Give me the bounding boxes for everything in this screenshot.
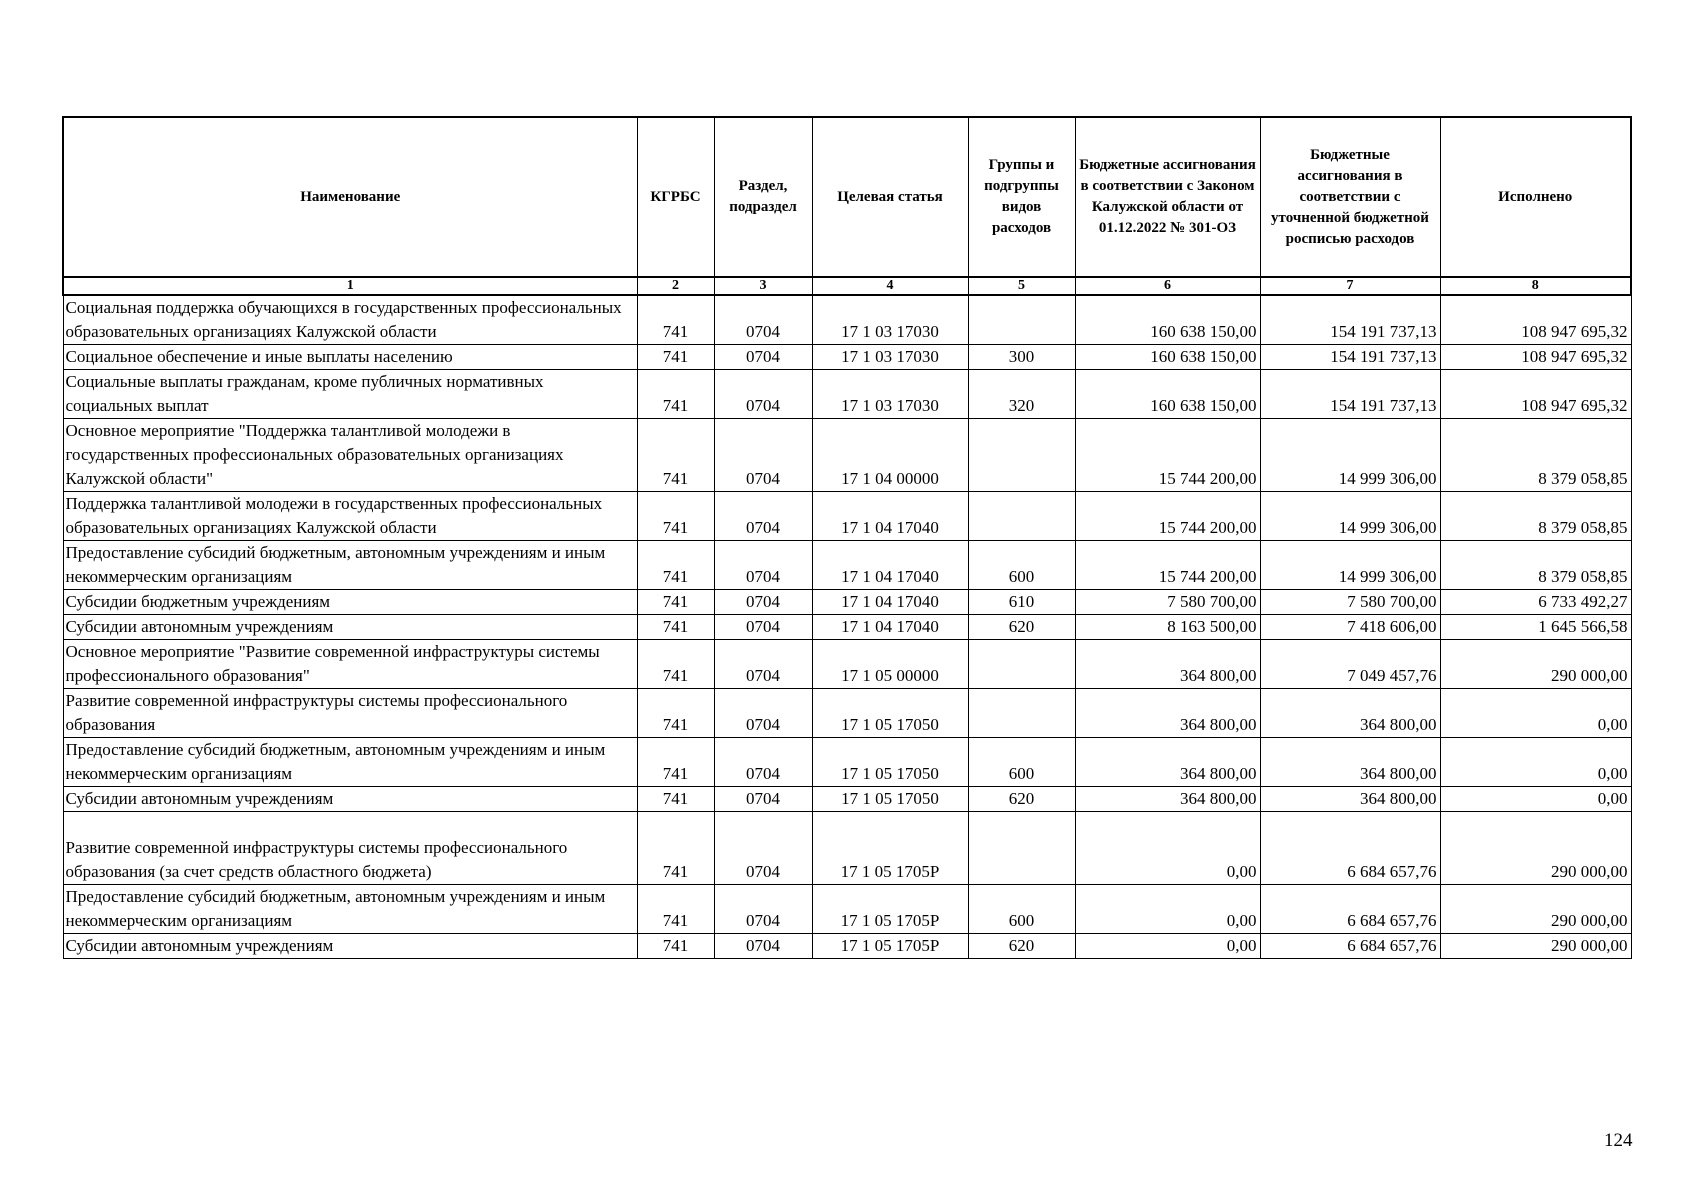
row-target: 17 1 04 17040 xyxy=(812,615,968,640)
row-law-amount: 8 163 500,00 xyxy=(1075,615,1260,640)
row-executed-amount: 6 733 492,27 xyxy=(1440,590,1631,615)
row-target: 17 1 04 17040 xyxy=(812,590,968,615)
row-group: 600 xyxy=(968,541,1075,590)
row-law-amount: 15 744 200,00 xyxy=(1075,419,1260,492)
column-number: 5 xyxy=(968,277,1075,295)
page-number: 124 xyxy=(1604,1130,1633,1151)
row-refined-amount: 154 191 737,13 xyxy=(1260,370,1440,419)
row-kgrbs: 741 xyxy=(637,885,714,934)
row-name: Поддержка талантливой молодежи в государственных профессиональных образовательных организациях Калужской области xyxy=(63,492,637,541)
row-refined-amount: 7 049 457,76 xyxy=(1260,640,1440,689)
row-law-amount: 0,00 xyxy=(1075,885,1260,934)
table-row xyxy=(63,738,1631,787)
table-row xyxy=(63,370,1631,419)
row-law-amount: 160 638 150,00 xyxy=(1075,370,1260,419)
row-section: 0704 xyxy=(714,419,812,492)
row-law-amount: 364 800,00 xyxy=(1075,738,1260,787)
column-number: 3 xyxy=(714,277,812,295)
row-refined-amount: 7 580 700,00 xyxy=(1260,590,1440,615)
row-target: 17 1 05 1705Р xyxy=(812,885,968,934)
row-name: Субсидии автономным учреждениям xyxy=(63,934,637,959)
row-kgrbs: 741 xyxy=(637,738,714,787)
row-kgrbs: 741 xyxy=(637,934,714,959)
header-row xyxy=(63,117,1631,277)
row-group xyxy=(968,812,1075,885)
row-group xyxy=(968,492,1075,541)
row-section: 0704 xyxy=(714,689,812,738)
header-groups: Группы и подгруппы видов расходов xyxy=(968,117,1075,277)
column-number: 1 xyxy=(63,277,637,295)
row-target: 17 1 03 17030 xyxy=(812,370,968,419)
row-refined-amount: 154 191 737,13 xyxy=(1260,345,1440,370)
row-kgrbs: 741 xyxy=(637,615,714,640)
table-body xyxy=(63,295,1631,959)
row-group xyxy=(968,689,1075,738)
row-kgrbs: 741 xyxy=(637,345,714,370)
column-number: 7 xyxy=(1260,277,1440,295)
row-law-amount: 7 580 700,00 xyxy=(1075,590,1260,615)
row-group xyxy=(968,640,1075,689)
row-target: 17 1 05 17050 xyxy=(812,689,968,738)
row-section: 0704 xyxy=(714,541,812,590)
row-executed-amount: 0,00 xyxy=(1440,689,1631,738)
row-name: Развитие современной инфраструктуры системы профессионального образования xyxy=(63,689,637,738)
row-law-amount: 0,00 xyxy=(1075,934,1260,959)
row-executed-amount: 1 645 566,58 xyxy=(1440,615,1631,640)
row-executed-amount: 290 000,00 xyxy=(1440,885,1631,934)
row-kgrbs: 741 xyxy=(637,419,714,492)
row-group xyxy=(968,295,1075,345)
row-refined-amount: 6 684 657,76 xyxy=(1260,812,1440,885)
row-kgrbs: 741 xyxy=(637,689,714,738)
header-executed: Исполнено xyxy=(1440,117,1631,277)
row-refined-amount: 154 191 737,13 xyxy=(1260,295,1440,345)
row-executed-amount: 8 379 058,85 xyxy=(1440,492,1631,541)
row-law-amount: 0,00 xyxy=(1075,812,1260,885)
row-refined-amount: 14 999 306,00 xyxy=(1260,541,1440,590)
row-section: 0704 xyxy=(714,934,812,959)
row-kgrbs: 741 xyxy=(637,640,714,689)
table-row xyxy=(63,590,1631,615)
row-executed-amount: 108 947 695,32 xyxy=(1440,295,1631,345)
row-target: 17 1 05 17050 xyxy=(812,738,968,787)
row-target: 17 1 03 17030 xyxy=(812,295,968,345)
row-name: Субсидии бюджетным учреждениям xyxy=(63,590,637,615)
row-name: Основное мероприятие "Развитие современной инфраструктуры системы профессионального образования" xyxy=(63,640,637,689)
row-name: Социальное обеспечение и иные выплаты населению xyxy=(63,345,637,370)
row-name: Социальная поддержка обучающихся в государственных профессиональных образовательных организациях Калужской области xyxy=(63,295,637,345)
table-row xyxy=(63,419,1631,492)
budget-table xyxy=(62,116,1632,959)
column-number-row xyxy=(63,277,1631,295)
row-name: Предоставление субсидий бюджетным, автономным учреждениям и иным некоммерческим организациям xyxy=(63,738,637,787)
row-section: 0704 xyxy=(714,640,812,689)
row-refined-amount: 6 684 657,76 xyxy=(1260,934,1440,959)
table-row xyxy=(63,934,1631,959)
row-target: 17 1 05 00000 xyxy=(812,640,968,689)
row-target: 17 1 04 00000 xyxy=(812,419,968,492)
header-law-allocations: Бюджетные ассигнования в соответствии с Законом Калужской области от 01.12.2022 № 301-ОЗ xyxy=(1075,117,1260,277)
row-section: 0704 xyxy=(714,295,812,345)
row-group xyxy=(968,419,1075,492)
column-number: 2 xyxy=(637,277,714,295)
row-law-amount: 364 800,00 xyxy=(1075,787,1260,812)
row-section: 0704 xyxy=(714,812,812,885)
budget-document xyxy=(62,116,1630,959)
row-refined-amount: 364 800,00 xyxy=(1260,738,1440,787)
row-target: 17 1 04 17040 xyxy=(812,541,968,590)
row-target: 17 1 05 17050 xyxy=(812,787,968,812)
row-executed-amount: 108 947 695,32 xyxy=(1440,345,1631,370)
header-kgrbs: КГРБС xyxy=(637,117,714,277)
row-executed-amount: 0,00 xyxy=(1440,738,1631,787)
table-row xyxy=(63,885,1631,934)
header-target: Целевая статья xyxy=(812,117,968,277)
row-name: Социальные выплаты гражданам, кроме публичных нормативных социальных выплат xyxy=(63,370,637,419)
table-row xyxy=(63,295,1631,345)
row-refined-amount: 14 999 306,00 xyxy=(1260,419,1440,492)
row-executed-amount: 0,00 xyxy=(1440,787,1631,812)
row-refined-amount: 364 800,00 xyxy=(1260,787,1440,812)
row-law-amount: 160 638 150,00 xyxy=(1075,295,1260,345)
table-row xyxy=(63,640,1631,689)
column-number: 6 xyxy=(1075,277,1260,295)
header-name: Наименование xyxy=(63,117,637,277)
row-kgrbs: 741 xyxy=(637,787,714,812)
row-section: 0704 xyxy=(714,492,812,541)
row-name: Предоставление субсидий бюджетным, автономным учреждениям и иным некоммерческим организациям xyxy=(63,541,637,590)
table-row xyxy=(63,812,1631,885)
row-law-amount: 15 744 200,00 xyxy=(1075,541,1260,590)
row-target: 17 1 05 1705Р xyxy=(812,812,968,885)
row-group: 320 xyxy=(968,370,1075,419)
row-name: Субсидии автономным учреждениям xyxy=(63,787,637,812)
table-row xyxy=(63,492,1631,541)
row-kgrbs: 741 xyxy=(637,492,714,541)
row-group: 300 xyxy=(968,345,1075,370)
row-executed-amount: 290 000,00 xyxy=(1440,812,1631,885)
row-section: 0704 xyxy=(714,787,812,812)
row-executed-amount: 290 000,00 xyxy=(1440,934,1631,959)
row-section: 0704 xyxy=(714,370,812,419)
row-name: Развитие современной инфраструктуры системы профессионального образования (за счет средств областного бюджета) xyxy=(63,812,637,885)
table-row xyxy=(63,787,1631,812)
row-kgrbs: 741 xyxy=(637,370,714,419)
row-law-amount: 160 638 150,00 xyxy=(1075,345,1260,370)
table-row xyxy=(63,345,1631,370)
row-section: 0704 xyxy=(714,738,812,787)
row-refined-amount: 364 800,00 xyxy=(1260,689,1440,738)
row-section: 0704 xyxy=(714,885,812,934)
table-row xyxy=(63,615,1631,640)
row-name: Предоставление субсидий бюджетным, автономным учреждениям и иным некоммерческим организациям xyxy=(63,885,637,934)
table-row xyxy=(63,689,1631,738)
row-executed-amount: 8 379 058,85 xyxy=(1440,541,1631,590)
row-law-amount: 364 800,00 xyxy=(1075,640,1260,689)
row-refined-amount: 7 418 606,00 xyxy=(1260,615,1440,640)
row-executed-amount: 108 947 695,32 xyxy=(1440,370,1631,419)
row-group: 620 xyxy=(968,934,1075,959)
row-kgrbs: 741 xyxy=(637,541,714,590)
row-executed-amount: 8 379 058,85 xyxy=(1440,419,1631,492)
row-group: 620 xyxy=(968,787,1075,812)
row-group: 620 xyxy=(968,615,1075,640)
header-section: Раздел, подраздел xyxy=(714,117,812,277)
row-kgrbs: 741 xyxy=(637,295,714,345)
row-group: 600 xyxy=(968,738,1075,787)
row-law-amount: 364 800,00 xyxy=(1075,689,1260,738)
row-section: 0704 xyxy=(714,615,812,640)
row-group: 600 xyxy=(968,885,1075,934)
row-law-amount: 15 744 200,00 xyxy=(1075,492,1260,541)
row-target: 17 1 03 17030 xyxy=(812,345,968,370)
column-number: 8 xyxy=(1440,277,1631,295)
row-target: 17 1 05 1705Р xyxy=(812,934,968,959)
row-name: Основное мероприятие "Поддержка талантливой молодежи в государственных профессиональных образовательных организациях Калужской области" xyxy=(63,419,637,492)
column-number: 4 xyxy=(812,277,968,295)
header-refined-allocations: Бюджетные ассигнования в соответствии с уточненной бюджетной росписью расходов xyxy=(1260,117,1440,277)
row-refined-amount: 14 999 306,00 xyxy=(1260,492,1440,541)
row-section: 0704 xyxy=(714,590,812,615)
row-target: 17 1 04 17040 xyxy=(812,492,968,541)
row-refined-amount: 6 684 657,76 xyxy=(1260,885,1440,934)
row-kgrbs: 741 xyxy=(637,812,714,885)
row-executed-amount: 290 000,00 xyxy=(1440,640,1631,689)
table-row xyxy=(63,541,1631,590)
row-name: Субсидии автономным учреждениям xyxy=(63,615,637,640)
row-section: 0704 xyxy=(714,345,812,370)
row-group: 610 xyxy=(968,590,1075,615)
row-kgrbs: 741 xyxy=(637,590,714,615)
